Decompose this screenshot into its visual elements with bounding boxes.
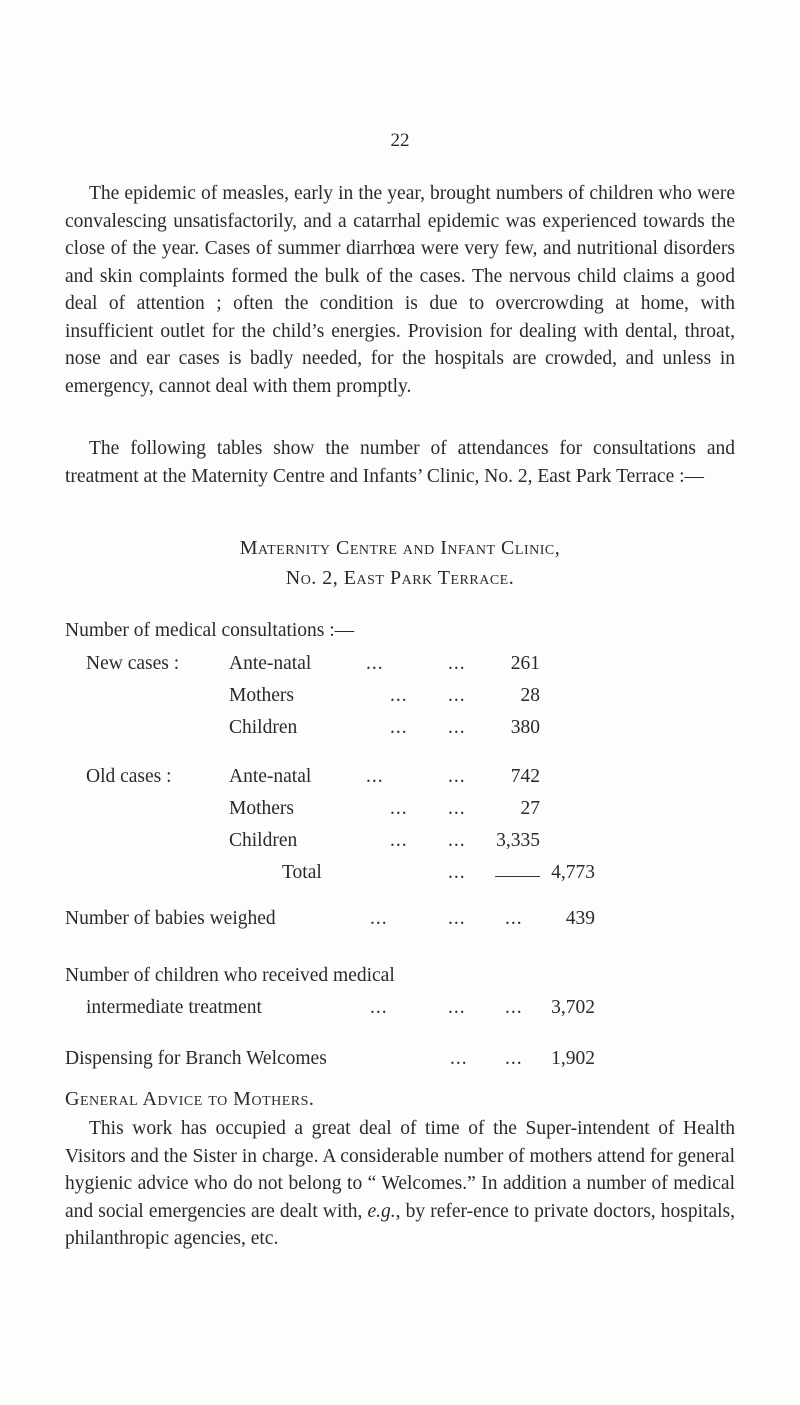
- dots: ...: [448, 997, 466, 1018]
- total-label: Total: [282, 862, 322, 883]
- consultations-label: Number of medical consultations :—: [65, 620, 355, 641]
- intro-paragraph: The epidemic of measles, early in the year, brought numbers of children who were convalescing unsatisfactorily, and a catarrhal epidemic was experienced towards the close of the year. Cases of summer diarrhœa were very few, and nutritional disorders and skin complaints formed the bulk of the cases. The nervous child claims a good deal of attention ; often the condition is due to overcrowding at home, with insufficient outlet for the child’s energies. Provision for dealing with dental, throat, nose and ear cases is badly needed, for the hospitals are crowded, and unless in emergency, cannot deal with them promptly.: [65, 183, 735, 397]
- tables-intro-paragraph: The following tables show the number of attendances for consultations and treatment at the Maternity Centre and Infants’ Clinic, No. 2, East Park Terrace :—: [65, 438, 735, 487]
- advice-text-before: This work has occupied a great deal of time of the Super-intendent of Health Visitors and the Sister in charge. A considerable number of mothers attend for general hygienic advice who do not belong to “ Welcomes.” In addition a number of medical and social emergencies are dealt with,: [65, 1118, 735, 1222]
- new-ante-natal-value: 261: [510, 653, 540, 674]
- dots: ...: [448, 908, 466, 929]
- dots: ...: [370, 908, 388, 929]
- advice-paragraph: [65, 1115, 735, 1253]
- dots: ...: [366, 766, 384, 787]
- treatment-value: 3,702: [551, 997, 595, 1018]
- new-children-label: Children: [229, 717, 298, 738]
- dots: ...: [390, 798, 408, 819]
- old-ante-natal-label: Ante-natal: [229, 766, 312, 787]
- old-mothers-value: 27: [520, 798, 540, 819]
- dots: ...: [505, 997, 523, 1018]
- old-children-value: 3,335: [496, 830, 540, 851]
- dots: ...: [366, 653, 384, 674]
- old-children-label: Children: [229, 830, 298, 851]
- dots: ...: [448, 862, 466, 883]
- dots: ...: [448, 685, 466, 706]
- page-number: 22: [390, 130, 410, 151]
- dispensing-label: Dispensing for Branch Welcomes: [65, 1048, 327, 1069]
- new-mothers-value: 28: [520, 685, 540, 706]
- dots: ...: [370, 997, 388, 1018]
- total-value: 4,773: [551, 862, 595, 883]
- new-ante-natal-label: Ante-natal: [229, 653, 312, 674]
- advice-text-after: , by refer-ence to private doctors, hospitals, philanthropic agencies, etc.: [65, 1200, 735, 1249]
- section-heading-line1: Maternity Centre and Infant Clinic,: [239, 537, 561, 559]
- dots: ...: [450, 1048, 468, 1069]
- dots: ...: [448, 653, 466, 674]
- new-cases-label: New cases :: [86, 653, 180, 674]
- advice-heading: General Advice to Mothers.: [65, 1088, 315, 1110]
- old-ante-natal-value: 742: [510, 766, 540, 787]
- dots: ...: [448, 798, 466, 819]
- old-mothers-label: Mothers: [229, 798, 294, 819]
- babies-value: 439: [565, 908, 595, 929]
- dots: ...: [390, 685, 408, 706]
- old-cases-label: Old cases :: [86, 766, 172, 787]
- total-rule: [495, 876, 540, 877]
- dots: ...: [505, 1048, 523, 1069]
- dots: ...: [448, 830, 466, 851]
- new-mothers-label: Mothers: [229, 685, 294, 706]
- advice-text-em: e.g.: [367, 1200, 396, 1222]
- new-children-value: 380: [510, 717, 540, 738]
- dots: ...: [390, 717, 408, 738]
- dots: ...: [390, 830, 408, 851]
- dots: ...: [505, 908, 523, 929]
- treatment-label-line1: Number of children who received medical: [65, 965, 395, 986]
- section-heading-line2: No. 2, East Park Terrace.: [285, 567, 515, 589]
- babies-label: Number of babies weighed: [65, 908, 276, 929]
- treatment-label-line2: intermediate treatment: [86, 997, 262, 1018]
- dots: ...: [448, 766, 466, 787]
- dots: ...: [448, 717, 466, 738]
- dispensing-value: 1,902: [551, 1048, 595, 1069]
